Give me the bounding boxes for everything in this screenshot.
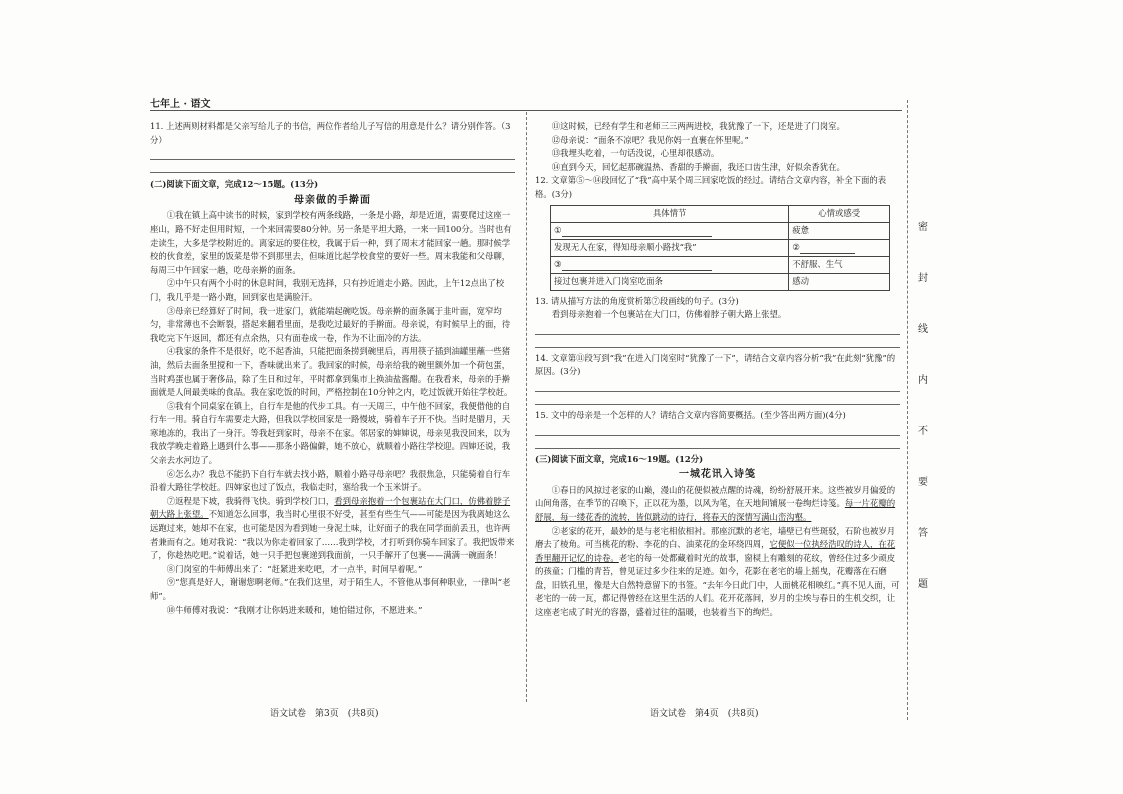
text-run: ⑦返程是下坡，我骑得飞快。骑到学校门口， bbox=[166, 495, 335, 506]
answer-line[interactable] bbox=[535, 379, 900, 392]
fill-blank[interactable] bbox=[562, 261, 712, 271]
question-14: 14. 文章第⑪段写到“我”在进入门岗室时“犹豫了一下”，请结合文章内容分析“我”在此刻“犹豫”的原因。(3分) bbox=[535, 352, 896, 377]
table-cell: 不舒服、生气 bbox=[789, 256, 890, 273]
table-row bbox=[551, 256, 890, 273]
quoted-sentence: 看到母亲抱着一个包裹站在大门口，仿佛着脖子朝大路上张望。 bbox=[551, 309, 787, 320]
paragraph-6: ⑥怎么办？我总不能扔下自行车就去找小路，顺着小路寻母亲吧？我很焦急，只能骑着自行车沿着大路往学校赶。四婶家也过了饭点，我临走时，塞给我一个玉米饼子。 bbox=[150, 468, 511, 493]
header-rule bbox=[150, 110, 902, 111]
answer-line[interactable] bbox=[535, 335, 900, 348]
blank-label: ② bbox=[792, 241, 800, 252]
paragraph-11: ⑪这时候，已经有学生和老师三三两两进校，我犹豫了一下，还是进了门岗室。 bbox=[551, 121, 845, 131]
underlined-sentence: 它便似一位执经浩叹的诗人，在花香里翻开记忆的诗卷。 bbox=[535, 539, 896, 563]
table-row bbox=[551, 273, 890, 290]
paragraph-7 bbox=[150, 495, 515, 563]
table-cell[interactable] bbox=[551, 256, 789, 273]
table-cell: 发现无人在家，得知母亲顺小路找“我” bbox=[551, 239, 789, 256]
page-3-footer: 语文试卷 第3页 (共8页) bbox=[270, 709, 379, 719]
page-4-column bbox=[535, 120, 900, 620]
fill-blank[interactable] bbox=[562, 227, 712, 237]
table-cell[interactable] bbox=[789, 239, 890, 256]
seal-char: 线 bbox=[918, 324, 928, 335]
seal-char: 内 bbox=[918, 375, 928, 386]
page-4-footer: 语文试卷 第4页 (共8页) bbox=[650, 709, 759, 719]
seal-text bbox=[913, 218, 933, 626]
answer-line[interactable] bbox=[150, 160, 515, 173]
blank-label: ③ bbox=[554, 258, 562, 269]
answer-line[interactable] bbox=[535, 322, 900, 335]
question-12-table bbox=[550, 205, 890, 291]
exam-header: 七年上 · 语文 bbox=[150, 99, 211, 110]
question-11: 11. 上述两则材料都是父亲写给儿子的书信，两位作者给儿子写信的用意是什么？请分别作答。（3分） bbox=[150, 121, 511, 145]
table-cell: 疲惫 bbox=[789, 222, 890, 239]
seal-char: 不 bbox=[918, 426, 928, 437]
paragraph-9: ⑨“您真是好人，谢谢您啊老师。”在我们这里，对于陌生人，不管他从事何种职业，一律叫“老师”。 bbox=[150, 577, 511, 601]
answer-line[interactable] bbox=[535, 423, 900, 436]
underlined-sentence: 每一片花瓣的舒展，每一缕花香的流转，皆似跳动的诗行，将春天的深情写满山峦沟壑。 bbox=[535, 498, 896, 522]
table-header: 具体情节 bbox=[551, 205, 789, 222]
seal-char: 要 bbox=[918, 477, 928, 488]
answer-line[interactable] bbox=[535, 436, 900, 449]
table-row bbox=[551, 239, 890, 256]
seal-line bbox=[907, 100, 908, 720]
paragraph-1 bbox=[535, 484, 900, 525]
article-title: 一城花讯入诗笺 bbox=[679, 469, 756, 481]
question-12: 12. 文章第⑤～⑭段回忆了“我”高中某个周三回家吃饭的经过。请结合文章内容，补全下面的表格。(3分) bbox=[535, 175, 887, 199]
table-cell[interactable] bbox=[551, 222, 789, 239]
text-run: 不知道怎么回事，我当时心里很不好受，甚至有些生气——可能是因为我离她这么远跑过来，她却不在家，也可能是因为看到她一身泥土味，让好面子的我在同学面前丢丑，也许两者兼而有之。她对我说：“我以为你走着回家了……我到学校，才打听到你骑车回家了。我把饭带来了，你趁热吃吧。”说着话，她一只手把包裹递到我面前，一只手解开了包裹——满满一碗面条！ bbox=[150, 509, 515, 561]
table-cell: 感动 bbox=[789, 273, 890, 290]
paragraph-2 bbox=[535, 525, 900, 620]
seal-char: 答 bbox=[918, 528, 928, 539]
seal-char: 封 bbox=[918, 273, 928, 284]
paragraph-1: ①我在镇上高中读书的时候，家到学校有两条线路，一条是小路，却是近道，需要爬过这座一座山，路不好走但用时短，一个来回需要80分钟。另一条是平坦大路，一来一回100分。当时也有走读生，大多是学校附近的。离家远的要住校，我属于后一种，到了周末才能回家一趟。那时候学校的伙食差，家里的饭菜是带不到那里去，但味道比起学校食堂的要好一些。周末我能和父母聊，每周三中午回家一趟，吃母亲擀的面条。 bbox=[150, 210, 512, 275]
fill-blank[interactable] bbox=[800, 244, 855, 254]
text-run: ①春日的风掠过老家的山巅，漫山的花便似被点醒的诗魂，纷纷舒展开来。这些被岁月偏爱的山间角落，在季节的召唤下，正以花为墨，以风为笔，在天地间铺展一卷绚烂诗笺。 bbox=[535, 484, 896, 509]
seal-char: 密 bbox=[918, 222, 928, 233]
text-run: 老宅的每一处都藏着时光的故事，窗棂上有雕刻的花纹，曾经住过多少顽皮的孩童；门槛的青苔，曾见证过多少往来的足迹。如今，花影在老宅的墙上摇曳，花瓣落在石磨盘，旧铁孔里，像是大自然特意留下的书签。“去年今日此门中，人面桃花相映红。”真不见人面，可老宅的一砖一瓦，都记得曾经在这里生活的人们。花开花落间，岁月的尘埃与春日的生机交织，让这座老宅成了时光的容器，盛着过往的温暖，也装着当下的绚烂。 bbox=[535, 552, 900, 618]
section-3-heading: (三)阅读下面文章，完成16～19题。(12分) bbox=[535, 453, 704, 464]
table-header: 心情或感受 bbox=[789, 205, 890, 222]
underlined-sentence: 看到母亲抱着一个包裹站在大门口，仿佛着脖子朝大路上张望。 bbox=[150, 495, 511, 520]
paragraph-12: ⑫母亲说：“面条不凉吧？我见你妈一直裹在怀里呢。” bbox=[551, 134, 749, 145]
question-15: 15. 文中的母亲是一个怎样的人？请结合文章内容简要概括。(至少答出两方面)(4分) bbox=[535, 409, 846, 420]
question-13: 13. 请从描写方法的角度赏析第⑦段画线的句子。(3分) bbox=[535, 295, 739, 306]
answer-line[interactable] bbox=[150, 147, 515, 160]
blank-label: ① bbox=[554, 224, 562, 235]
paragraph-14: ⑭直到今天，回忆起那碗温热、香甜的手擀面，我还口齿生津，好似余香犹在。 bbox=[551, 161, 845, 172]
answer-line[interactable] bbox=[535, 392, 900, 405]
text-run: ②老家的花开，最妙的是与老宅相依相衬。那座沉默的老宅，墙壁已有些斑驳，石阶也被岁月磨去了棱角。可当桃花的粉、李花的白、油菜花的金环绕四周， bbox=[535, 525, 896, 550]
paragraph-2: ②中午只有两个小时的休息时间，我别无选择，只有抄近道走小路。因此，上午12点出了校门，我几乎是一路小跑，回到家也是满脸汗。 bbox=[150, 278, 505, 302]
table-cell: 接过包裹并进入门岗室吃面条 bbox=[551, 273, 789, 290]
article-title: 母亲做的手擀面 bbox=[294, 194, 371, 206]
paragraph-3: ③母亲已经算好了时间，我一进家门，就能端起碗吃饭。母亲擀的面条属于韭叶面，宽窄均匀，非常薄也不会断裂，搭起来翻看里面，是我吃过最好的手擀面。母亲说，有时候早上的面，待我吃完下午返回，都还有点余热，只有面卷成一卷，作为不让面冷的方法。 bbox=[150, 305, 511, 343]
seal-char: 题 bbox=[918, 579, 928, 590]
table-row bbox=[551, 222, 890, 239]
page-3-column bbox=[150, 120, 515, 617]
section-2-heading: (二)阅读下面文章，完成12～15题。(13分) bbox=[150, 179, 319, 190]
column-divider bbox=[526, 112, 527, 702]
paragraph-8: ⑧门岗室的牛师傅出来了：“赶紧进来吃吧，才一点半，时间早着呢。” bbox=[166, 563, 423, 574]
paragraph-13: ⑬我埋头吃着，一句话没说，心里却很感动。 bbox=[551, 148, 720, 159]
paragraph-5: ⑤我有个同桌家在镇上，自行车是他的代步工具。有一天周三，中午他不回家，我便借他的自行车一用。骑自行车需要走大路，但我以学校回家是一路慢坡，骑着车子开不快。当时是腊月，天寒地冻的，我出了一身汗。等我赶到家时，母亲不在家。邻居家的婶婶说，母亲见我没回来，以为我放学晚走着路上遇到什么事——那条小路偏僻，她不放心，就顺着小路往学校迎。四婶还说，我父亲去水河边了。 bbox=[150, 400, 511, 466]
paragraph-4: ④我家的条件不是很好，吃不起香油，只能把面条捞到碗里后，再用筷子插到油罐里蘸一些猪油，然后去面条里搅和一下，香味就出来了。我回家的时候，母亲给我的碗里额外加一个荷包蛋，当时鸡蛋也属于奢侈品，除了生日和过年，平时都拿到集市上换油盐酱醋。在我看来，母亲的手擀面就是人间最美味的食品。我在家吃饭的时间，严格控制在10分钟之内，吃过饭就开始往学校赶。 bbox=[150, 346, 513, 398]
paragraph-10: ⑩牛师傅对我说：“我刚才让你妈进来暖和，她怕错过你，不愿进来。” bbox=[166, 604, 423, 615]
